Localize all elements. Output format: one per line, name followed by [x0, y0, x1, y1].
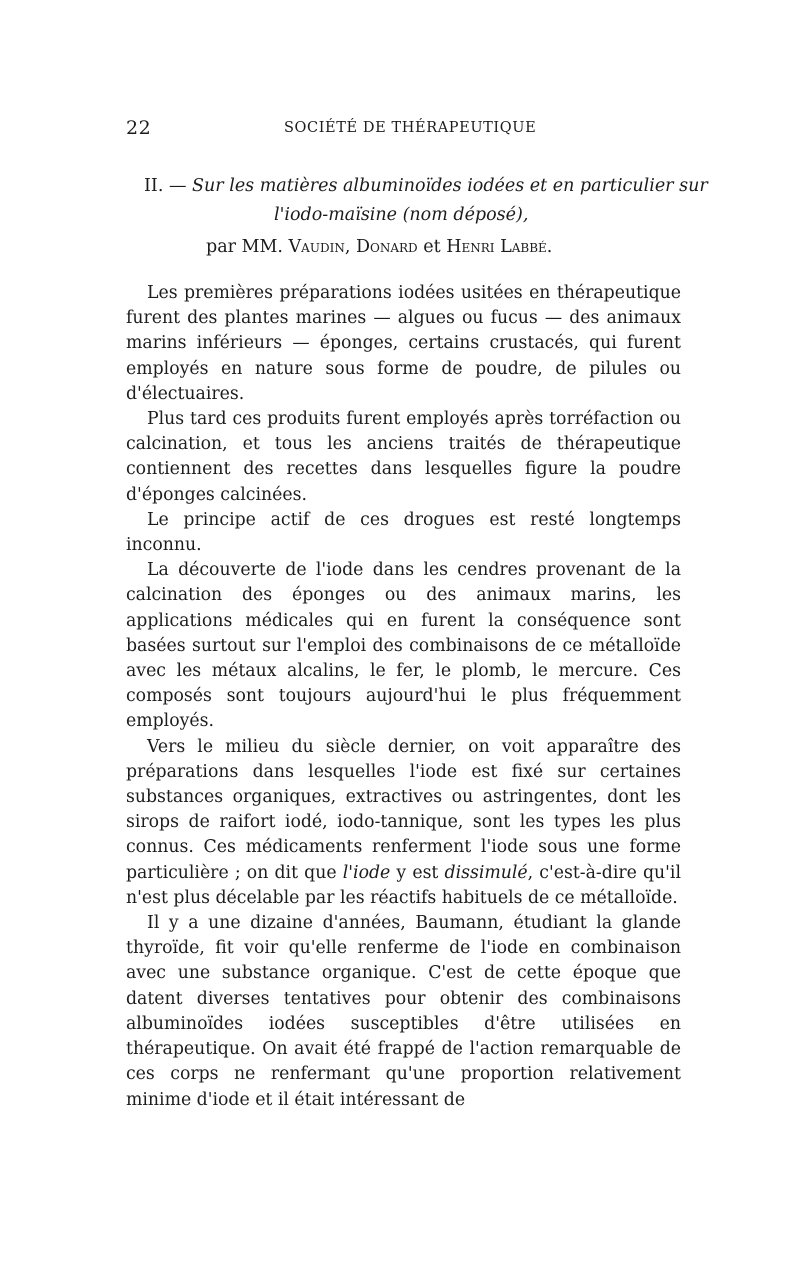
paragraph-1: Les premières préparations iodées usitées en thérapeutique furent des plantes marines — algues ou fucus — des animaux marins inférieurs — éponges, certains crustacés, qui furent employés en nature sous forme de poudre, de pilules ou d'électuaires.: [126, 283, 681, 404]
title-text-part-1: Sur les matières albuminoïdes iodées et en particulier sur: [192, 176, 708, 196]
running-title: SOCIÉTÉ DE THÉRAPEUTIQUE: [284, 120, 537, 136]
article-body: [126, 281, 681, 1113]
paragraph-5-text-a: Vers le milieu du siècle dernier, on voit apparaître des préparations dans lesquelles l'iode est fixé sur certaines substances organiques, extractives ou astringentes, dont les sirops de raifort iodé, iodo-tannique, sont les types les plus connus. Ces médicaments renferment l'iode sous une forme particulière ; on dit que: [126, 736, 681, 883]
running-header: [126, 117, 686, 141]
authors-conjunction: et: [423, 237, 441, 257]
author-donard: Donard: [355, 237, 418, 257]
authors-line: par MM. Vaudin, Donard et Henri Labbé.: [206, 237, 553, 257]
paragraph-4: La découverte de l'iode dans les cendres provenant de la calcination des éponges ou des animaux marins, les applications médicales qui en furent la conséquence sont basées surtout sur l'emploi des combinaisons de ce métalloïde avec les métaux alcalins, le fer, le plomb, le mercure. Ces composés sont toujours aujourd'hui le plus fréquemment employés.: [126, 560, 681, 732]
page-number: 22: [126, 117, 152, 139]
paragraph-5: [126, 735, 681, 911]
paragraph-2: Plus tard ces produits furent employés après torréfaction ou calcination, et tous les anciens traités de thérapeutique contiennent des recettes dans lesquelles figure la poudre d'éponges calcinées.: [126, 409, 681, 505]
authors-suffix: .: [546, 237, 553, 257]
title-line-1: [126, 172, 708, 201]
author-vaudin: Vaudin: [288, 237, 345, 257]
author-labbe: Henri Labbé: [446, 237, 547, 257]
authors-prefix: par MM.: [206, 237, 283, 257]
title-line-2: [126, 201, 686, 230]
title-text-part-2: l'iodo-maïsine (nom déposé),: [274, 205, 529, 225]
paragraph-5-italic-1: l'iode: [342, 862, 391, 883]
paragraph-5-text-c: , c'est-à-dire qu'il n'est plus décelable par les réactifs habituels de ce métalloïde.: [126, 862, 681, 908]
paragraph-5-italic-2: dissimulé: [444, 862, 528, 883]
paragraph-5-text-b: y est: [390, 862, 445, 883]
paragraph-6: Il y a une dizaine d'années, Baumann, étudiant la glande thyroïde, fit voir qu'elle renferme de l'iode en combinaison avec une substance organique. C'est de cette époque que datent diverses tentatives pour obtenir des combinaisons albuminoïdes iodées susceptibles d'être utilisées en thérapeutique. On avait été frappé de l'action remarquable de ces corps ne renfermant qu'une proportion relativement minime d'iode et il était intéressant de: [126, 913, 681, 1110]
section-numeral: II. —: [144, 176, 187, 196]
paragraph-3: Le principe actif de ces drogues est resté longtemps inconnu.: [126, 509, 681, 556]
article-title: [126, 172, 708, 230]
